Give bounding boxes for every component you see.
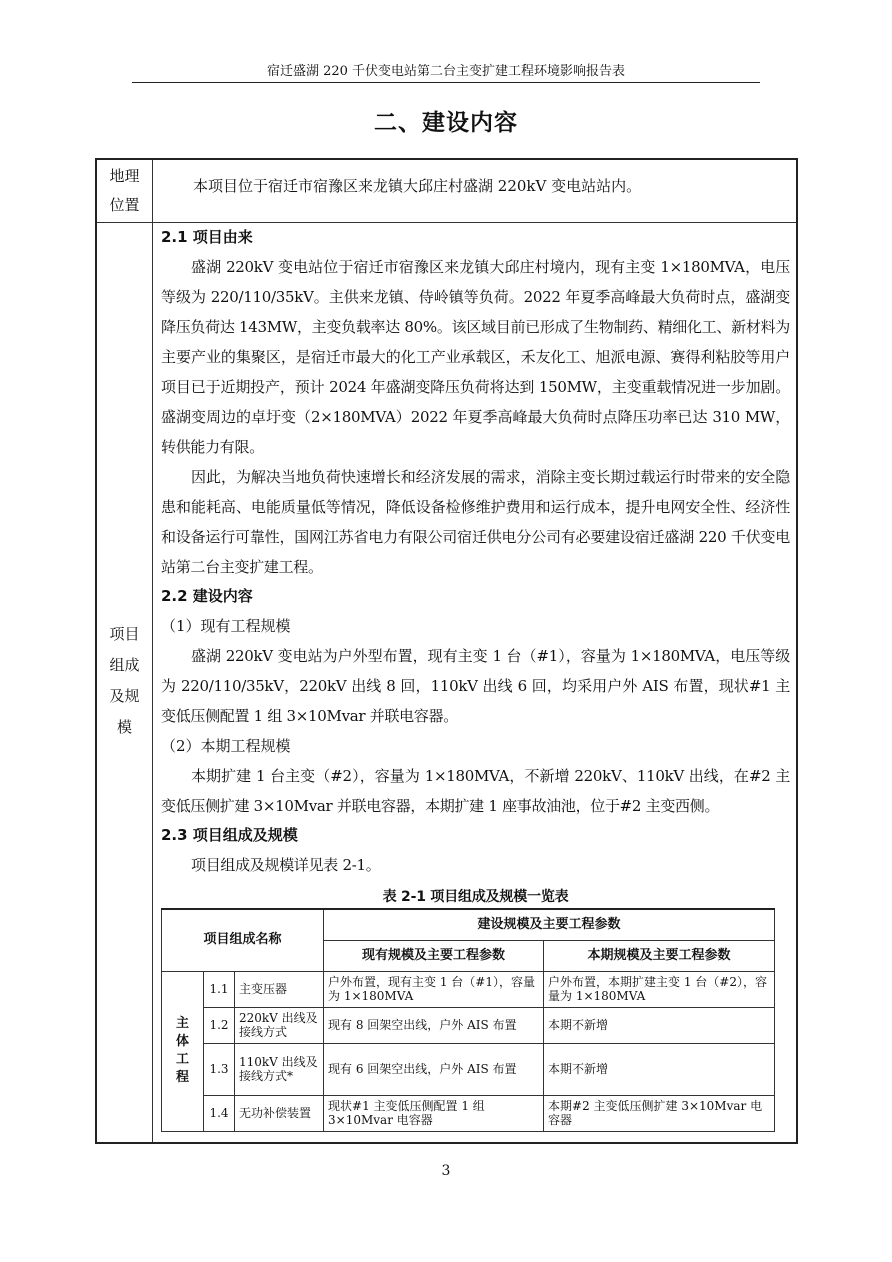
project-content [161,226,790,1132]
header-current: 本期规模及主要工程参数 [544,940,775,971]
category-char: 程 [175,1070,189,1085]
location-label [97,160,152,222]
table-row [162,1095,775,1131]
header-name: 项目组成名称 [162,909,324,971]
table-caption: 表 2-1 项目组成及规模一览表 [382,889,569,905]
project-label-line: 模 [116,718,132,736]
row-number: 1.1 [204,971,235,1007]
table-row [162,1007,775,1043]
row-name: 110kV 出线及接线方式* [235,1043,324,1095]
section-heading: 2.1 项目由来 [161,228,253,246]
header-existing: 现有规模及主要工程参数 [324,940,544,971]
paragraph: 盛湖 220kV 变电站为户外型布置，现有主变 1 台（#1），容量为 1×180MVA，电压等级为 220/110/35kV，220kV 出线 8 回，110kV 出线 6 回，均采用户外 AIS 布置，现状#1 主变低压侧配置 1 组 3×10Mvar 并联电容器。 [161,647,790,725]
subheading: （1）现有工程规模 [161,617,291,635]
row-current: 本期不新增 [544,1043,775,1095]
row-number: 1.4 [204,1095,235,1131]
header-params: 建设规模及主要工程参数 [324,909,775,940]
section-title: 二、建设内容 [374,110,518,136]
row-existing: 现有 6 回架空出线，户外 AIS 布置 [324,1043,544,1095]
category-char: 体 [175,1034,189,1049]
header-rule [132,82,760,83]
row-name: 220kV 出线及接线方式 [235,1007,324,1043]
row-number: 1.2 [204,1007,235,1043]
location-label-line: 地理 [109,167,140,185]
spec-table [161,908,775,1132]
location-text: 本项目位于宿迁市宿豫区来龙镇大邱庄村盛湖 220kV 变电站站内。 [193,177,642,195]
content-table [95,158,798,1144]
row-current: 本期#2 主变低压侧扩建 3×10Mvar 电容器 [544,1095,775,1131]
paragraph: 本期扩建 1 台主变（#2），容量为 1×180MVA，不新增 220kV、110kV 出线，在#2 主变低压侧扩建 3×10Mvar 并联电容器，本期扩建 1 座事故油池，位于#2 主变西侧。 [161,767,790,815]
project-label [97,619,152,743]
page-number: 3 [441,1163,451,1179]
project-label-line: 组成 [109,656,140,674]
row-existing: 户外布置，现有主变 1 台（#1），容量为 1×180MVA [324,971,544,1007]
table-row [162,971,775,1007]
paragraph: 项目组成及规模详见表 2-1。 [191,856,381,874]
category-char: 工 [175,1052,189,1067]
paragraph: 因此，为解决当地负荷快速增长和经济发展的需求，消除主变长期过载运行时带来的安全隐患和能耗高、电能质量低等情况，降低设备检修维护费用和运行成本，提升电网安全性、经济性和设备运行可靠性，国网江苏省电力有限公司宿迁供电分公司有必要建设宿迁盛湖 220 千伏变电站第二台主变扩建工程。 [161,468,790,576]
row-divider [97,222,796,223]
paragraph: 盛湖 220kV 变电站位于宿迁市宿豫区来龙镇大邱庄村境内，现有主变 1×180MVA，电压等级为 220/110/35kV。主供来龙镇、侍岭镇等负荷。2022 年夏季高峰最大负荷时点，盛湖变降压负荷达 143MW，主变负载率达 80%。该区域目前已形成了生物制药、精细化工、新材料为主要产业的集聚区，是宿迁市最大的化工产业承载区，禾友化工、旭派电源、赛得利粘胶等用户项目已于近期投产，预计 2024 年盛湖变降压负荷将达到 150MW，主变重载情况进一步加剧。盛湖变周边的卓圩变（2×180MVA）2022 年夏季高峰最大负荷时点降压功率已达 310 MW，转供能力有限。 [161,258,790,456]
row-existing: 现有 8 回架空出线，户外 AIS 布置 [324,1007,544,1043]
subheading: （2）本期工程规模 [161,737,291,755]
row-existing: 现状#1 主变低压侧配置 1 组 3×10Mvar 电容器 [324,1095,544,1131]
category-cell [162,971,204,1131]
row-current: 户外布置，本期扩建主变 1 台（#2），容量为 1×180MVA [544,971,775,1007]
table-row [162,1043,775,1095]
row-number: 1.3 [204,1043,235,1095]
section-heading: 2.3 项目组成及规模 [161,826,298,844]
project-label-line: 项目 [109,625,140,643]
row-name: 无功补偿装置 [235,1095,324,1131]
row-name: 主变压器 [235,971,324,1007]
running-header: 宿迁盛湖 220 千伏变电站第二台主变扩建工程环境影响报告表 [266,64,626,79]
location-label-line: 位置 [109,196,140,214]
project-label-line: 及规 [109,687,140,705]
category-char: 主 [175,1016,189,1031]
column-divider [152,160,153,1142]
section-heading: 2.2 建设内容 [161,587,253,605]
row-current: 本期不新增 [544,1007,775,1043]
